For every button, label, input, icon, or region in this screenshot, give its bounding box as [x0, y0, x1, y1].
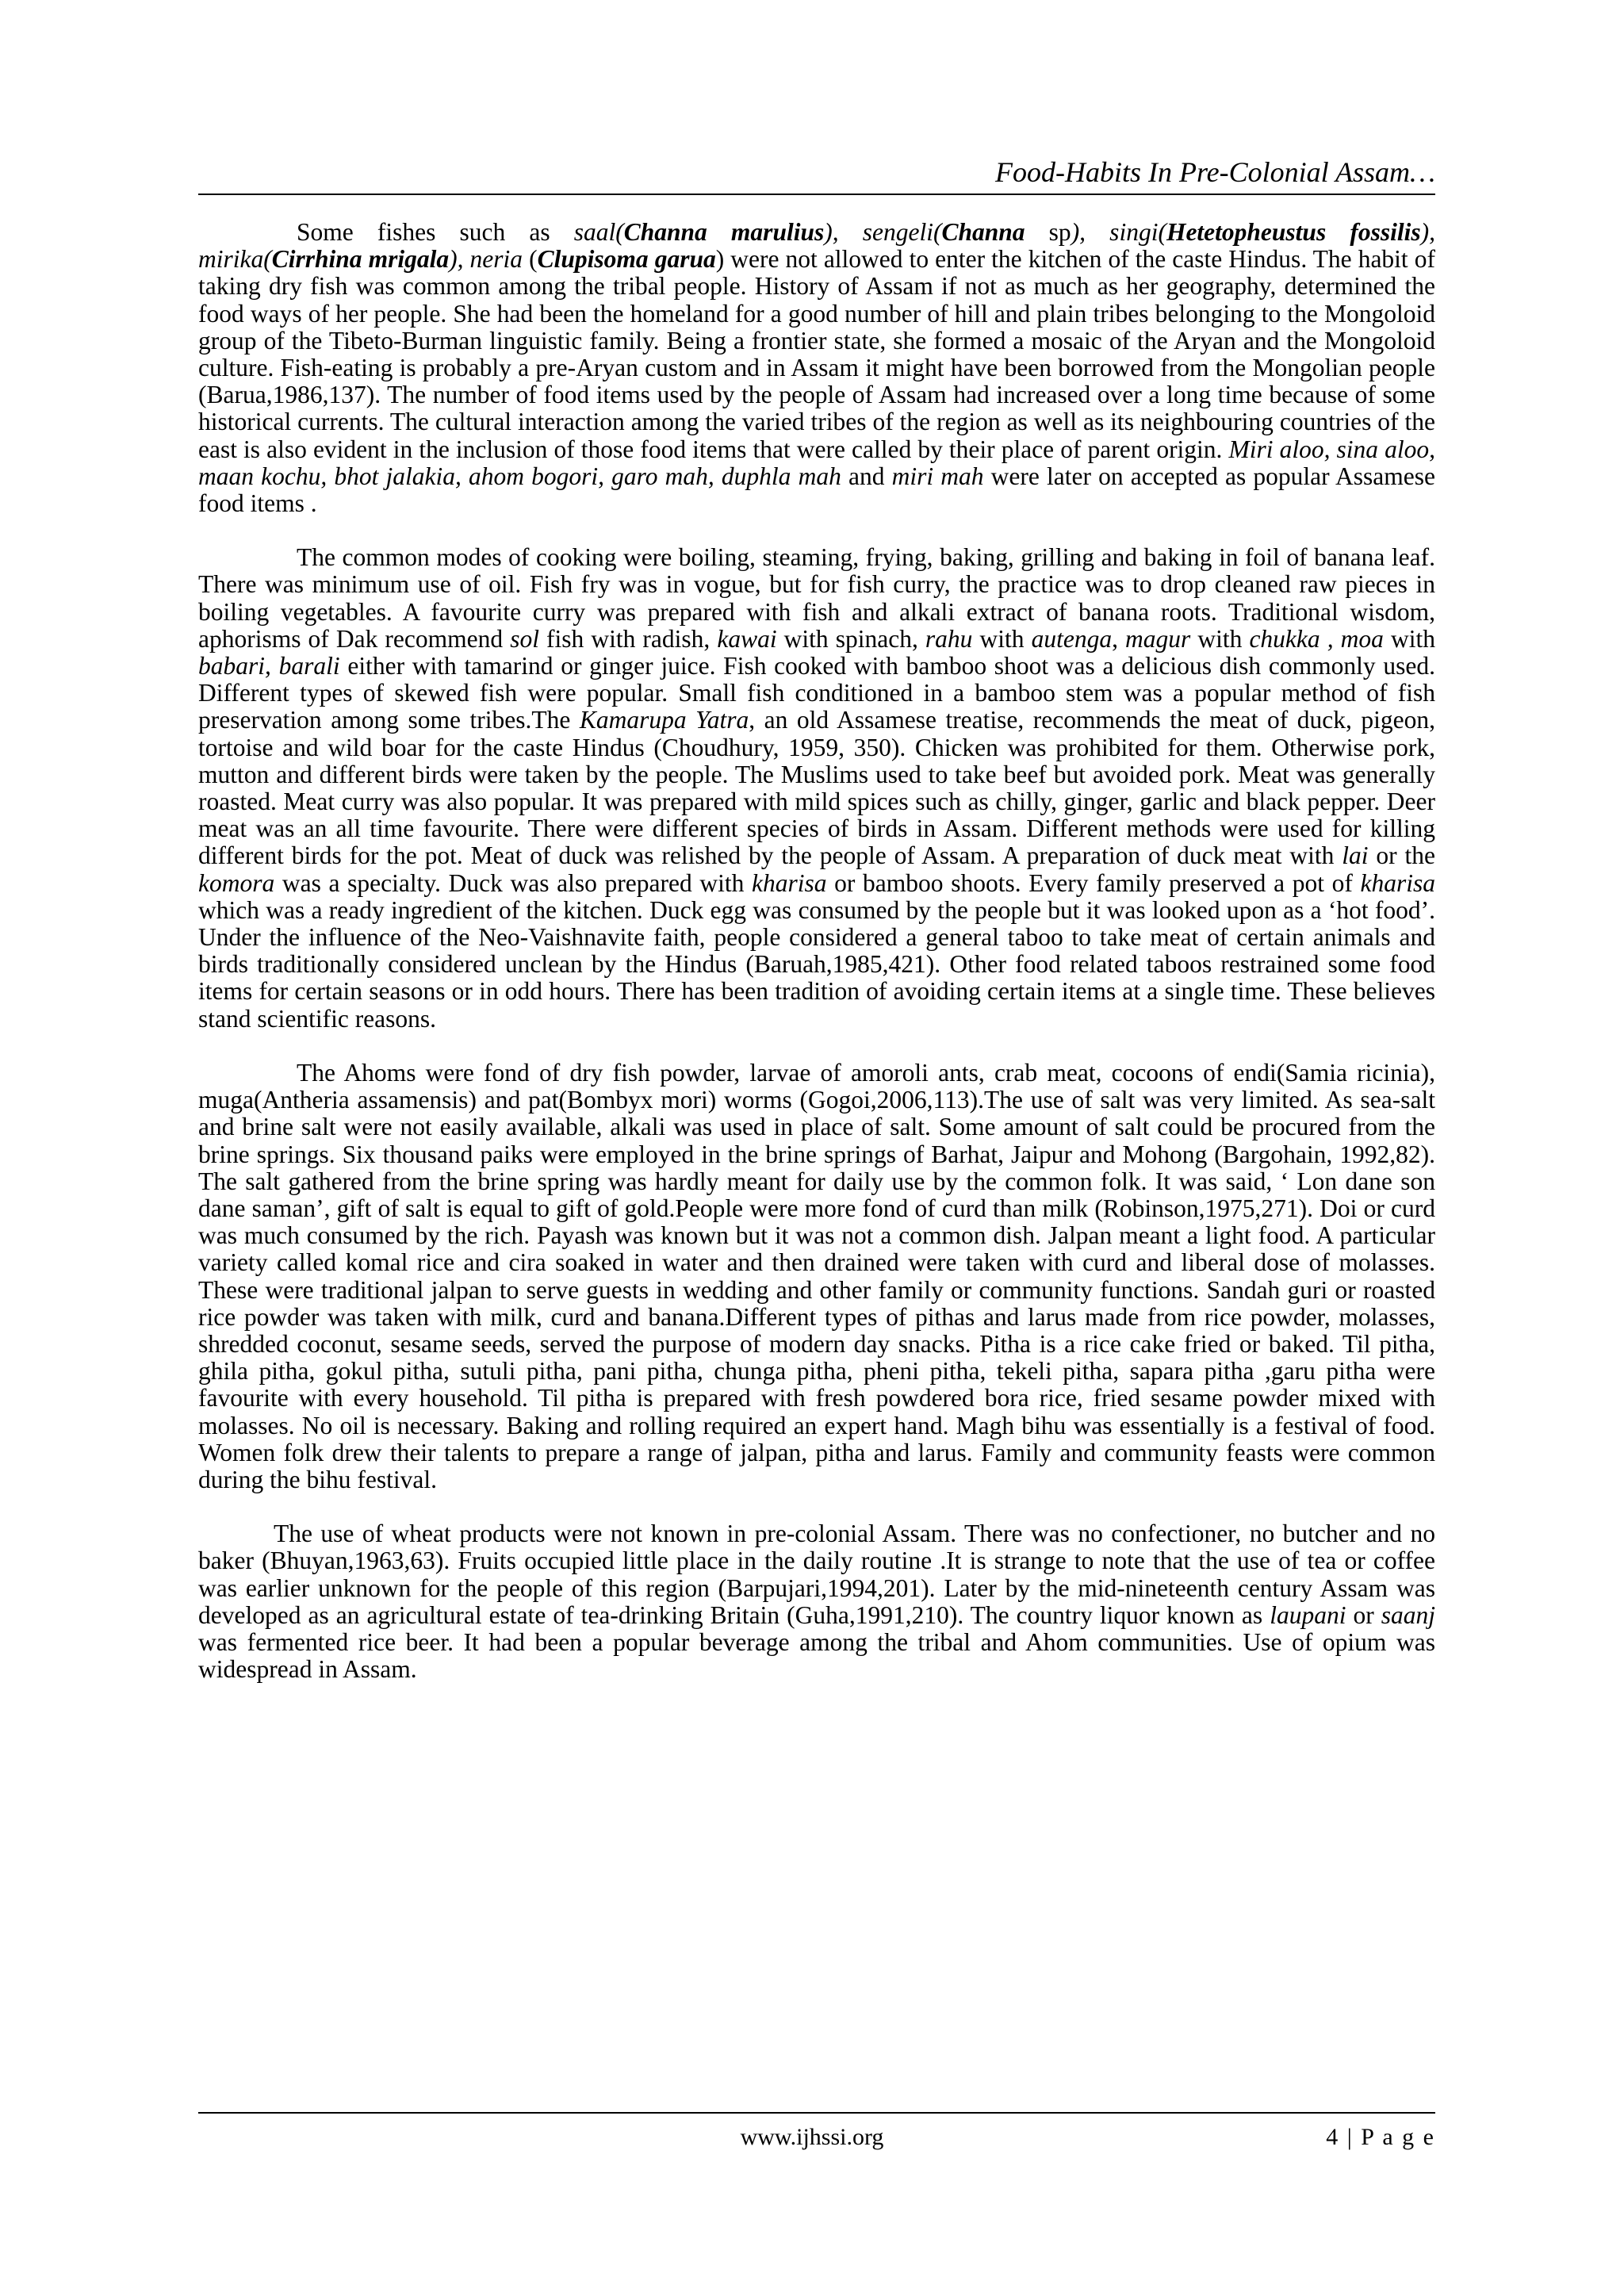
- text-run: ), mirika(: [198, 218, 1435, 274]
- text-run: magur: [1125, 624, 1191, 653]
- footer-url: www.ijhssi.org: [740, 2124, 884, 2150]
- body-paragraph-3: [198, 1060, 1435, 1493]
- text-run: autenga: [1031, 624, 1113, 653]
- text-run: Miri aloo, sina aloo, maan kochu, bhot jalakia, ahom bogori, garo mah, duphla mah: [198, 435, 1436, 490]
- text-run: The use of wheat products were not known in pre-colonial Assam. There was no confectioner, no butcher and no baker (Bhuyan,1963,63). Fruits occupied little place in the daily routine .It is strange to note that the use of tea or coffee was earlier unknown for the people of this region (Barpujari,1994,201). Later by the mid-nineteenth century Assam was developed as an agricultural estate of tea-drinking Britain (Guha,1991,210). The country liquor known as: [198, 1520, 1435, 1629]
- text-run: sp: [1025, 218, 1071, 246]
- text-run: was fermented rice beer. It had been a popular beverage among the tribal and Ahom communities. Use of opium was widespread in Assam.: [198, 1627, 1435, 1684]
- text-run: (: [523, 245, 538, 274]
- running-header-title: Food-Habits In Pre-Colonial Assam…: [995, 156, 1435, 188]
- body-paragraph-4: [198, 1520, 1435, 1683]
- text-run: or: [1346, 1600, 1381, 1629]
- text-run: Channa marulius: [623, 218, 825, 246]
- text-run: with: [1383, 624, 1435, 653]
- text-run: fish with radish,: [538, 624, 718, 653]
- text-run: with: [972, 624, 1032, 653]
- text-run: Channa: [941, 218, 1025, 246]
- header-rule: [198, 194, 1435, 195]
- text-run: which was a ready ingredient of the kitchen. Duck egg was consumed by the people but it was looked upon as a ‘hot food’. Under the influence of the Neo-Vaishnavite faith, people considered a general taboo to take meat of certain animals and birds traditionally considered unclean by the Hindus (Baruah,1985,421). Other food related taboos restrained some food items for certain seasons or in odd hours. There has been tradition of avoiding certain items at a single time. These believes stand scientific reasons.: [198, 895, 1435, 1033]
- text-run: ), neria: [449, 245, 523, 274]
- text-run: Hetetopheustus fossilis: [1166, 218, 1421, 246]
- body-paragraph-1: [198, 219, 1435, 517]
- footer-rule: [198, 2112, 1435, 2114]
- text-run: with spinach,: [776, 624, 925, 653]
- footer-page-number: 4 | P a g e: [1326, 2124, 1435, 2150]
- text-run: were later on accepted as popular Assamese food items .: [198, 462, 1435, 518]
- text-run: was a specialty. Duck was also prepared with: [274, 868, 753, 897]
- text-run: babari, barali: [198, 652, 340, 680]
- text-run: either with tamarind or ginger juice. Fish cooked with bamboo shoot was a delicious dish commonly used. Different types of skewed fish were popular. Small fish conditioned in a bamboo stem was a popular method of fish preservation among some tribes.The: [198, 652, 1435, 734]
- text-run: miri mah: [891, 462, 984, 490]
- text-run: ), sengeli(: [824, 218, 942, 246]
- text-run: Some fishes such as: [297, 218, 574, 246]
- text-run: lai: [1342, 841, 1369, 870]
- body-paragraph-2: [198, 544, 1435, 1033]
- text-run: sol: [510, 624, 539, 653]
- text-run: or the: [1368, 841, 1435, 870]
- text-run: rahu: [925, 624, 973, 653]
- text-run: Cirrhina mrigala: [271, 245, 450, 274]
- text-run: ,: [1112, 624, 1126, 653]
- text-run: and: [841, 462, 892, 490]
- text-run: saanj: [1381, 1600, 1435, 1629]
- article-body: [198, 219, 1435, 1710]
- text-run: or bamboo shoots. Every family preserved a pot of: [826, 868, 1361, 897]
- text-run: with: [1190, 624, 1250, 653]
- text-run: laupani: [1270, 1600, 1346, 1629]
- text-run: chukka , moa: [1249, 624, 1384, 653]
- text-run: kharisa: [752, 868, 827, 897]
- text-run: saal(: [573, 218, 624, 246]
- text-run: ) were not allowed to enter the kitchen of the caste Hindus. The habit of taking dry fish was common among the tribal people. History of Assam if not as much as her geography, determined the food ways of her people. She had been the homeland for a good number of hill and plain tribes belonging to the Mongoloid group of the Tibeto-Burman linguistic family. Being a frontier state, she formed a mosaic of the Aryan and the Mongoloid culture. Fish-eating is probably a pre-Aryan custom and in Assam it might have been borrowed from the Mongolian people (Barua,1986,137). The number of food items used by the people of Assam had increased over a long time because of some historical currents. The cultural interaction among the varied tribes of the region as well as its neighbouring countries of the east is also evident in the inclusion of those food items that were called by their place of parent origin.: [198, 245, 1435, 463]
- text-run: ), singi(: [1071, 218, 1166, 246]
- text-run: , an old Assamese treatise, recommends the meat of duck, pigeon, tortoise and wild boar for the caste Hindus (Choudhury, 1959, 350). Chicken was prohibited for them. Otherwise pork, mutton and different birds were taken by the people. The Muslims used to take beef but avoided pork. Meat was generally roasted. Meat curry was also popular. It was prepared with mild spices such as chilly, ginger, garlic and black pepper. Deer meat was an all time favourite. There were different species of birds in Assam. Different methods were used for killing different birds for the pot. Meat of duck was relished by the people of Assam. A preparation of duck meat with: [198, 706, 1435, 870]
- text-run: Kamarupa Yatra: [579, 706, 749, 734]
- text-run: Clupisoma garua: [537, 245, 716, 274]
- text-run: kawai: [717, 624, 777, 653]
- text-run: komora: [198, 868, 275, 897]
- text-run: The common modes of cooking were boiling, steaming, frying, baking, grilling and baking in foil of banana leaf. There was minimum use of oil. Fish fry was in vogue, but for fish curry, the practice was to drop cleaned raw pieces in boiling vegetables. A favourite curry was prepared with fish and alkali extract of banana roots. Traditional wisdom, aphorisms of Dak recommend: [198, 543, 1435, 653]
- text-run: The Ahoms were fond of dry fish powder, larvae of amoroli ants, crab meat, cocoons of endi(Samia ricinia), muga(Antheria assamensis) and pat(Bombyx mori) worms (Gogoi,2006,113).The use of salt was very limited. As sea-salt and brine salt were not easily available, alkali was used in place of salt. Some amount of salt could be procured from the brine springs. Six thousand paiks were employed in the brine springs of Barhat, Jaipur and Mohong (Bargohain, 1992,82). The salt gathered from the brine spring was hardly meant for daily use by the common folk. It was said, ‘ Lon dane son dane saman’, gift of salt is equal to gift of gold.People were more fond of curd than milk (Robinson,1975,271). Doi or curd was much consumed by the rich. Payash was known but it was not a common dish. Jalpan meant a light food. A particular variety called komal rice and cira soaked in water and then drained were taken with curd and liberal dose of molasses. These were traditional jalpan to serve guests in wedding and other family or community functions. Sandah guri or roasted rice powder was taken with milk, curd and banana.Different types of pithas and larus made from rice powder, molasses, shredded coconut, sesame seeds, served the purpose of modern day snacks. Pitha is a rice cake fried or baked. Til pitha, ghila pitha, gokul pitha, sutuli pitha, pani pitha, chunga pitha, pheni pitha, tekeli pitha, sapara pitha ,garu pitha were favourite with every household. Til pitha is prepared with fresh powdered bora rice, fried sesame powder mixed with molasses. No oil is necessary. Baking and rolling required an expert hand. Magh bihu was essentially is a festival of food. Women folk drew their talents to prepare a range of jalpan, pitha and larus. Family and community feasts were common during the bihu festival.: [198, 1058, 1435, 1493]
- text-run: kharisa: [1360, 868, 1435, 897]
